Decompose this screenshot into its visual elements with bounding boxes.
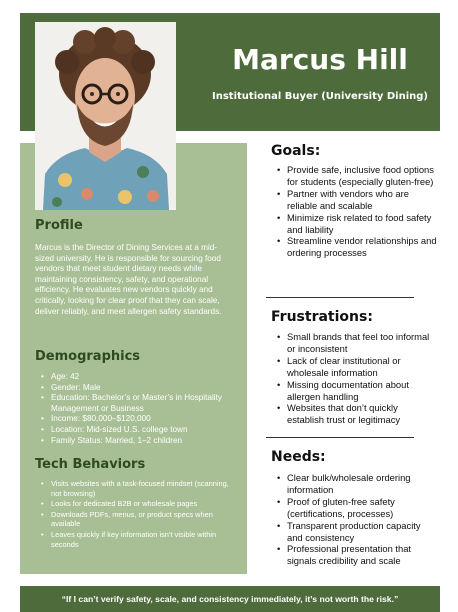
list-item: • Location: Mid-sized U.S. college town (41, 425, 241, 436)
needs-list (277, 472, 437, 567)
list-item: • Downloads PDFs, menus, or product specs when available (41, 510, 241, 529)
list-item: • Education: Bachelor’s or Master’s in Hospitality Management or Business (41, 393, 241, 414)
goals-title: Goals: (271, 143, 321, 159)
list-item: • Lack of clear institutional or wholesale information (277, 355, 437, 379)
demographics-list (41, 372, 241, 446)
persona-role: Institutional Buyer (University Dining) (212, 91, 428, 102)
frustrations-list (277, 331, 437, 426)
list-item: • Clear bulk/wholesale ordering information (277, 472, 437, 496)
list-item: • Family Status: Married, 1–2 children (41, 436, 241, 447)
list-item: • Leaves quickly if key information isn’t visible within seconds (41, 530, 241, 549)
list-item: • Transparent production capacity and consistency (277, 520, 437, 544)
divider (266, 297, 414, 298)
list-item: • Proof of gluten-free safety (certifications, processes) (277, 496, 437, 520)
list-item: • Income: $80,000–$120,000 (41, 414, 241, 425)
persona-name: Marcus Hill (232, 43, 408, 76)
list-item: • Minimize risk related to food safety and liability (277, 212, 437, 236)
frustrations-title: Frustrations: (271, 309, 373, 325)
list-item: • Websites that don’t quickly establish trust or legitimacy (277, 402, 437, 426)
list-item: • Visits websites with a task-focused mindset (scanning, not browsing) (41, 479, 241, 498)
divider (266, 437, 414, 438)
list-item: • Missing documentation about allergen handling (277, 379, 437, 403)
list-item: • Partner with vendors who are reliable and scalable (277, 188, 437, 212)
list-item: • Professional presentation that signals credibility and scale (277, 543, 437, 567)
list-item: • Small brands that feel too informal or inconsistent (277, 331, 437, 355)
profile-text: Marcus is the Director of Dining Services at a mid-sized university. He is responsible for sourcing food vendors that meet student dietary needs while maintaining consistency, safety, and operational efficiency. He evaluates new vendors quickly and critically, looking for clear proof that they can scale, deliver reliably, and meet allergen safety standards. (35, 243, 222, 316)
list-item: • Provide safe, inclusive food options for students (especially gluten-free) (277, 164, 437, 188)
list-item: • Age: 42 (41, 372, 241, 383)
goals-list (277, 164, 437, 259)
footer-banner (20, 586, 440, 612)
persona-quote: “If I can’t verify safety, scale, and consistency immediately, it’s not worth the risk.” (61, 594, 399, 604)
list-item: • Gender: Male (41, 383, 241, 394)
portrait-photo (35, 22, 176, 210)
needs-title: Needs: (271, 449, 326, 465)
profile-title: Profile (35, 218, 83, 233)
tech-behaviors-list (41, 479, 241, 550)
demographics-title: Demographics (35, 349, 141, 364)
list-item: • Looks for dedicated B2B or wholesale pages (41, 499, 241, 509)
tech-behaviors-title: Tech Behaviors (35, 457, 146, 472)
list-item: • Streamline vendor relationships and ordering processes (277, 235, 437, 259)
